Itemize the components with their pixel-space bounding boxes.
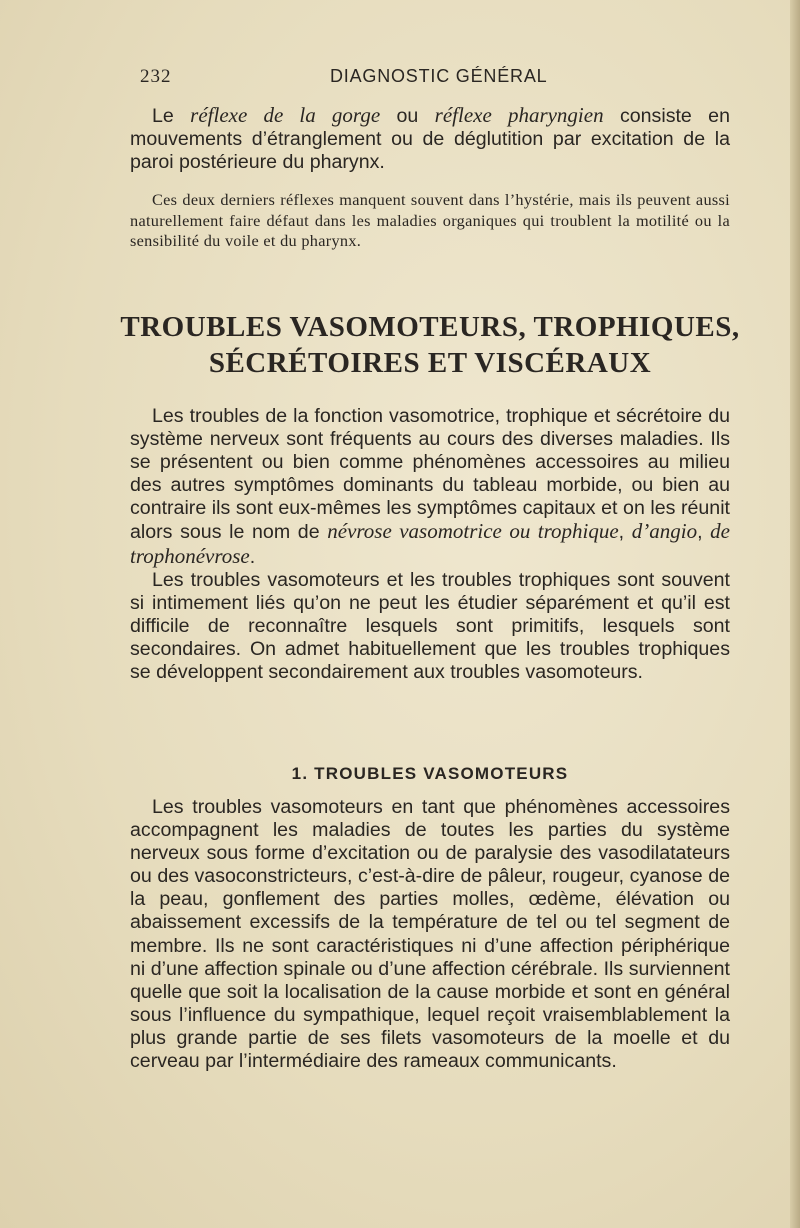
page-edge xyxy=(790,0,800,1228)
paragraph-reflexe-gorge xyxy=(130,104,730,174)
p1-italic-2: réflexe pharyngien xyxy=(434,103,604,127)
paragraph-troubles-fonction xyxy=(130,405,730,684)
p1-text-3: consiste en mouvements d’étranglement ou de déglutition par excitation de la paroi postérieure du pharynx. xyxy=(130,105,730,174)
page-header xyxy=(130,66,730,92)
p1-text-1: Le xyxy=(152,105,191,127)
section-title-line-1: TROUBLES VASOMOTEURS, TROPHIQUES, xyxy=(120,311,740,343)
running-head: DIAGNOSTIC GÉNÉRAL xyxy=(330,66,548,86)
section-title-line-2: SÉCRÉTOIRES ET VISCÉRAUX xyxy=(208,347,652,379)
subsection-title: 1. TROUBLES VASOMOTEURS xyxy=(291,764,569,783)
paragraph-note-hysterie xyxy=(130,190,730,252)
page-number: 232 xyxy=(140,66,172,87)
p3-text-3: , xyxy=(697,521,711,544)
p3-italic-3: de trophonévrose xyxy=(130,519,730,568)
p3-text-1: Les troubles de la fonction vasomotrice, trophique et sécrétoire du système nerveux sont fréquents au cours des diverses maladies. Ils se présentent ou bien comme phénomènes accessoires au milieu des autres symptômes dominants du tableau morbide, ou bien au contraire ils sont eux-mêmes les symptômes capitaux et on les réunit alors sous le nom de xyxy=(130,405,730,544)
p3-italic-1: névrose vasomotrice ou trophique xyxy=(327,519,619,544)
p5-text: Les troubles vasomoteurs en tant que phénomènes accessoires accompagnent les maladies de toutes les parties du système nerveux sous forme d’excitation ou de paralysie des vasodilatateurs ou des vasoconstricteurs, c’est-à-dire de pâleur, rougeur, cyanose de la peau, gonflement des parties molles, œdème, élévation ou abaissement excessifs de la température de tel ou tel segment de membre. Ils ne sont caractéristiques ni d’une affection périphérique ni d’une affection spinale ou d’une affection cérébrale. Ils surviennent quelle que soit la localisation de la cause morbide et sont en général sous l’influence du sympathique, lequel reçoit vraisemblablement la plus grande partie de ses filets vasomoteurs de la moelle et du cerveau par l’intermédiaire des rameaux communicants. xyxy=(130,796,730,1073)
section-title xyxy=(110,309,750,381)
p4-text: Les troubles vasomoteurs et les troubles trophiques sont souvent si intimement liés qu’on ne peut les étudier séparément et qu’il est difficile de reconnaître lesquels sont primitifs, lesquels sont secondaires. On admet habituellement que les troubles trophiques se développent secondairement aux troubles vasomoteurs. xyxy=(130,568,730,684)
p1-text-2: ou xyxy=(380,105,435,127)
paragraph-troubles-vasomoteurs xyxy=(130,796,730,1073)
p3-text-4: . xyxy=(249,545,256,568)
p1-italic-1: réflexe de la gorge xyxy=(190,103,381,127)
p3-italic-2: d’angio xyxy=(631,519,698,544)
p3-text-2: , xyxy=(618,521,632,544)
p2-text: Ces deux derniers réflexes manquent souvent dans l’hystérie, mais ils peuvent aussi naturellement faire défaut dans les maladies organiques qui troublent la motilité ou la sensibilité du voile et du pharynx. xyxy=(130,190,730,251)
